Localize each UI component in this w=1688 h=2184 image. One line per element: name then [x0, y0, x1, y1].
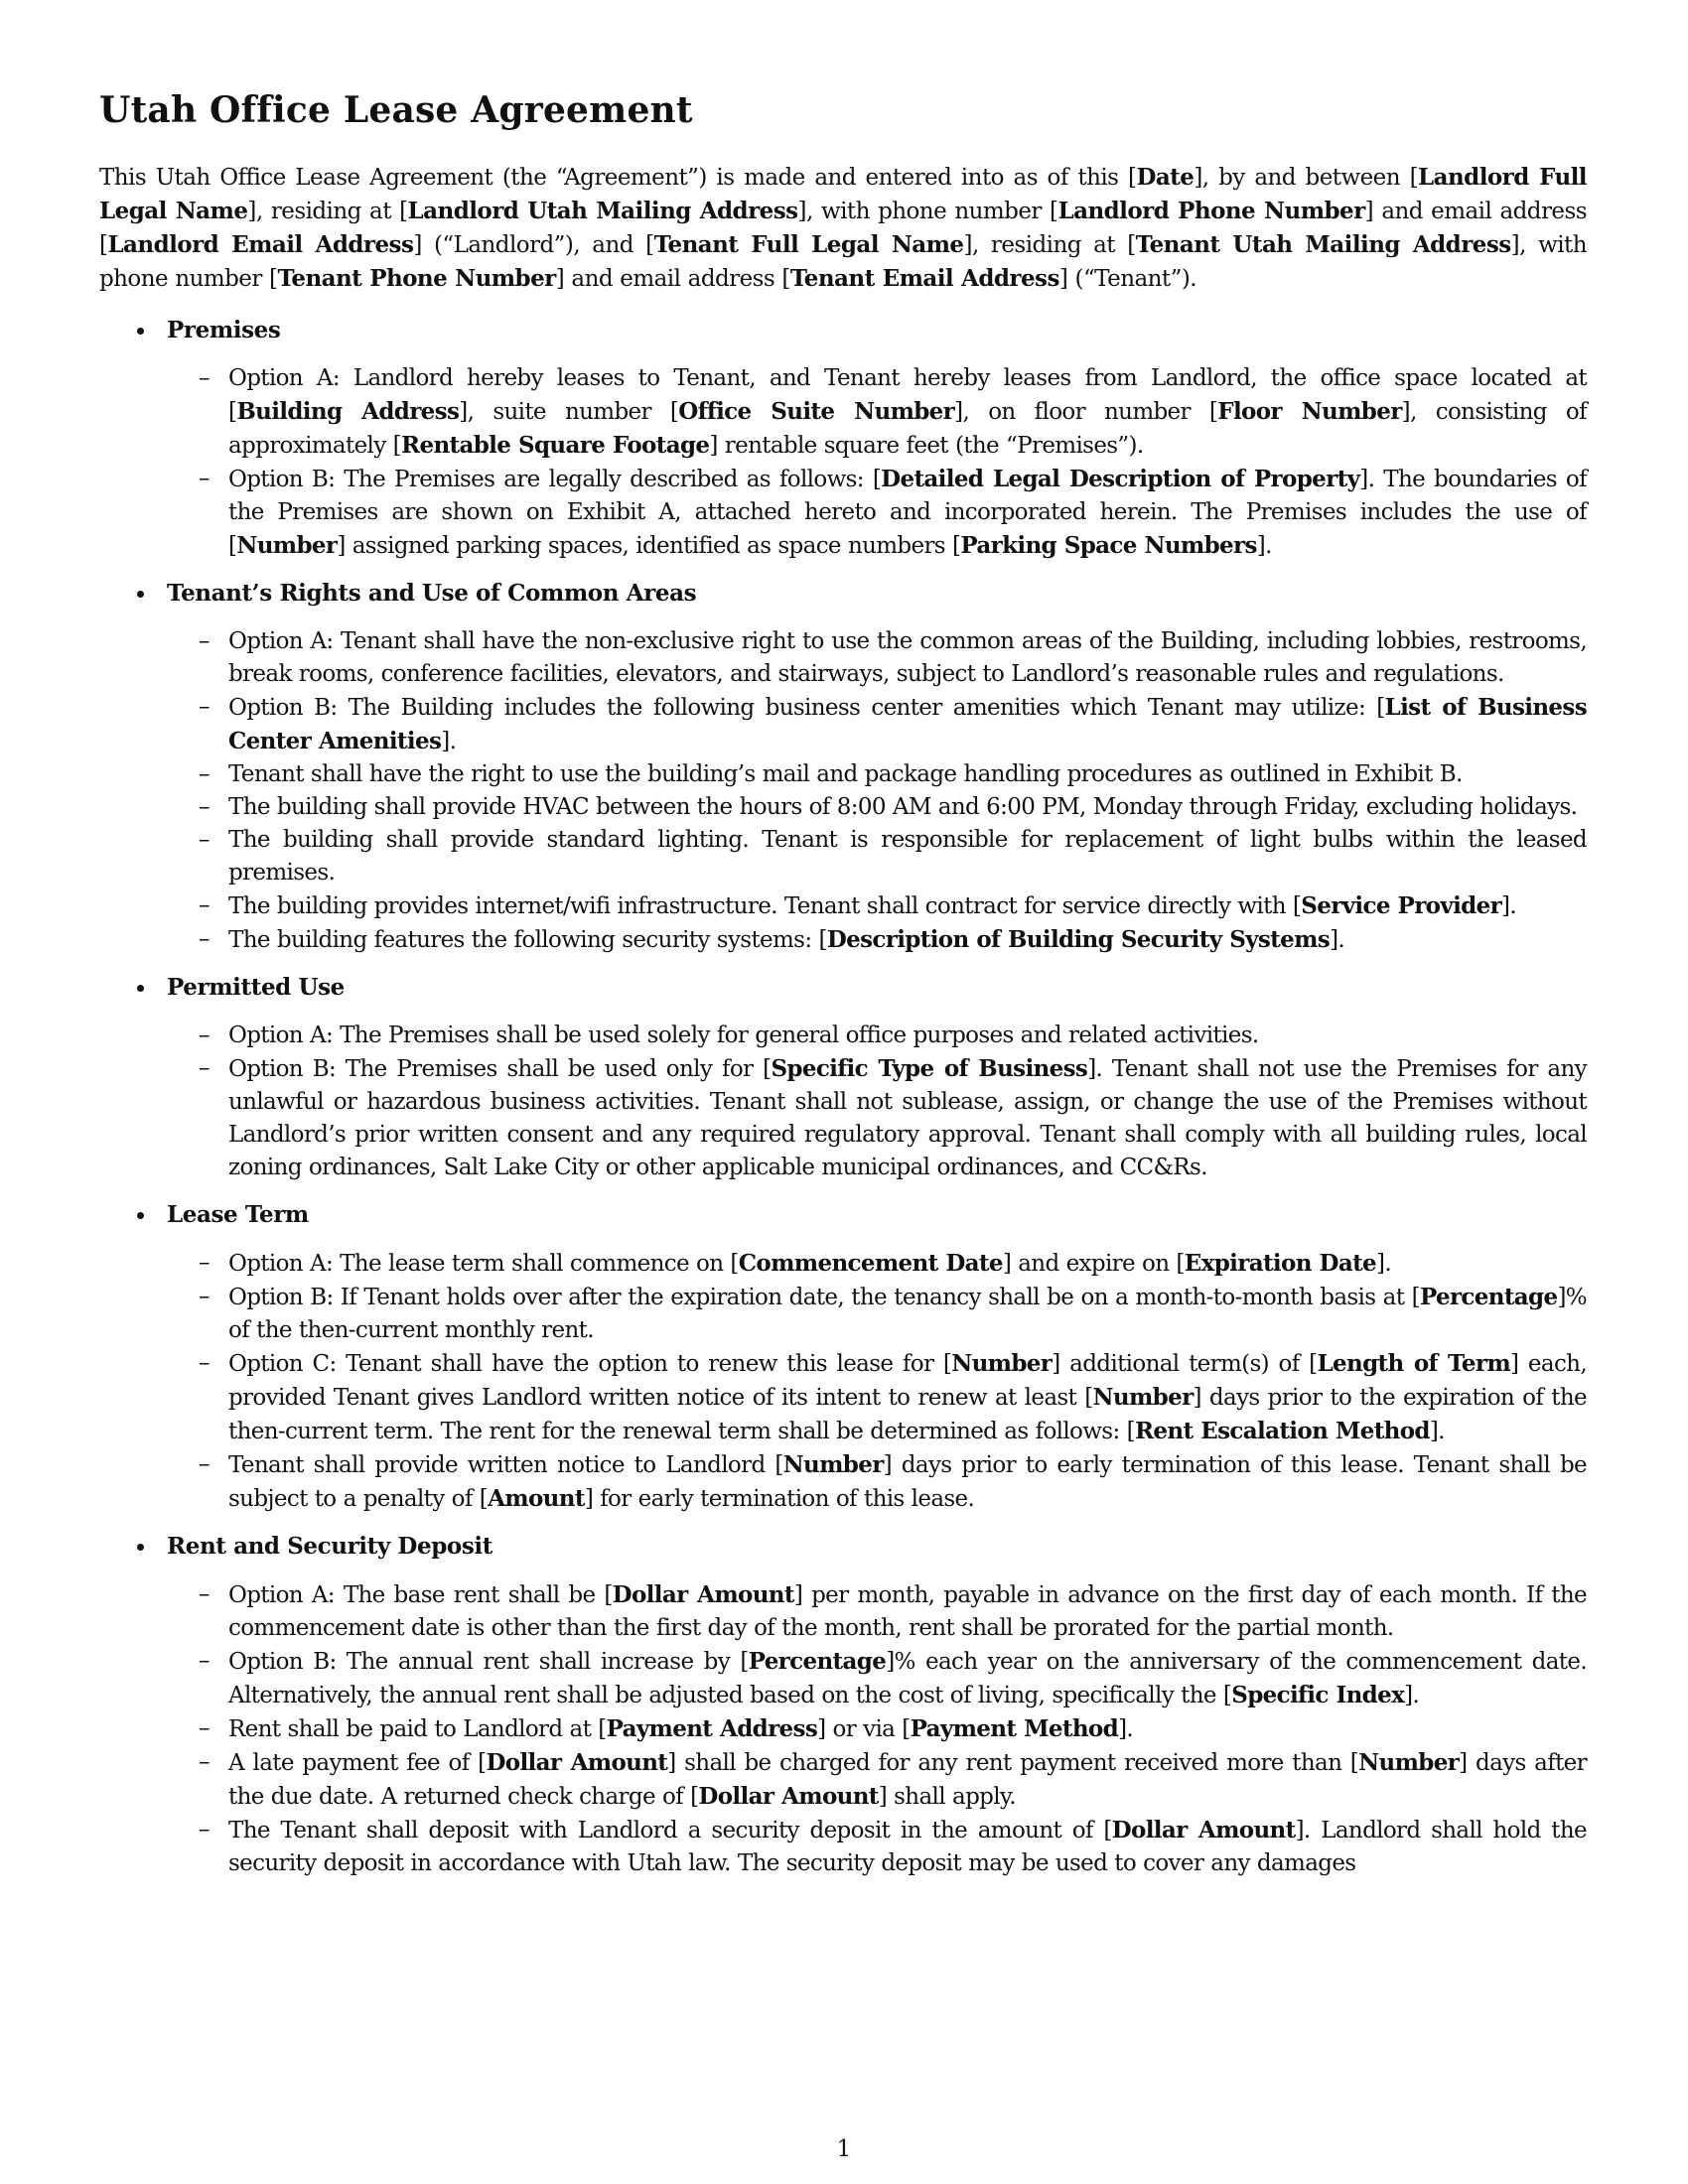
list-item [199, 1814, 1587, 1880]
dash-icon: – [199, 794, 210, 820]
list-item [199, 758, 1587, 791]
placeholder-field: Detailed Legal Description of Property [881, 466, 1360, 492]
dash-icon: – [199, 926, 210, 952]
text-run: ] days prior to the expiration of the then-current term. The rent for the renewal term shall be determined as follows: [ [228, 1385, 1587, 1444]
dash-icon: – [199, 761, 210, 787]
document-page [99, 87, 1587, 1894]
dash-icon: – [199, 466, 210, 491]
placeholder-field: Floor Number [1217, 398, 1402, 425]
text-run: Option A: The base rent shall be [ [228, 1582, 613, 1608]
text-run: Option B: The Premises shall be used only for [ [228, 1056, 772, 1082]
section-items [99, 1020, 1587, 1184]
dash-icon: – [199, 1749, 210, 1775]
text-run: The Tenant shall deposit with Landlord a security deposit in the amount of [ [228, 1818, 1112, 1843]
placeholder-field: Payment Method [910, 1715, 1119, 1742]
list-item [199, 1448, 1587, 1516]
intro-paragraph [99, 161, 1587, 296]
text-run: Tenant shall provide written notice to Landlord [ [228, 1452, 783, 1478]
text-run: ]. Tenant shall not use the Premises for any unlawful or hazardous business activities. Tenant shall not sublease, assign, or change the use of the Premises without Landlord’s prior written consent and any required regulatory approval. Tenant shall comply with all building rules, local zoning ordinances, Salt Lake City or other applicable municipal ordinances, and CC&Rs. [228, 1056, 1587, 1180]
text-run: ] and email address [ [555, 266, 790, 292]
list-item [199, 1578, 1587, 1645]
list-item [199, 362, 1587, 463]
text-run: The building shall provide HVAC between the hours of 8:00 AM and 6:00 PM, Monday through Friday, excluding holidays. [228, 794, 1578, 820]
text-run: ] shall apply. [878, 1784, 1016, 1810]
list-item [199, 1247, 1587, 1281]
list-item [199, 1052, 1587, 1184]
placeholder-field: Amount [488, 1485, 585, 1512]
dash-icon: – [199, 1817, 210, 1843]
dash-icon: – [199, 1715, 210, 1741]
section-items [99, 625, 1587, 957]
placeholder-field: Tenant Utah Mailing Address [1135, 231, 1511, 258]
text-run: ]. [1376, 1251, 1392, 1277]
dash-icon: – [199, 1350, 210, 1376]
section-title-text: Permitted Use [167, 974, 345, 1001]
text-run: Option B: The Premises are legally described as follows: [ [228, 467, 882, 492]
bullet-icon [137, 1544, 144, 1551]
text-run: Option C: Tenant shall have the option to renew this lease for [ [228, 1351, 952, 1377]
text-run: This Utah Office Lease Agreement (the “Agreement”) is made and entered into as of this [ [99, 165, 1137, 191]
placeholder-field: Tenant Phone Number [277, 265, 556, 292]
text-run: ], suite number [ [459, 399, 679, 425]
placeholder-field: Tenant Email Address [789, 265, 1059, 292]
text-run: A late payment fee of [ [228, 1750, 487, 1776]
text-run: Option B: If Tenant holds over after the expiration date, the tenancy shall be on a month-to-month basis at [ [228, 1285, 1420, 1310]
text-run: ], by and between [ [1194, 165, 1419, 191]
list-item [199, 1020, 1587, 1052]
text-run: ] days prior to early termination of this lease. Tenant shall be subject to a penalty of [ [228, 1452, 1587, 1512]
text-run: ], on floor number [ [954, 399, 1218, 425]
placeholder-field: Dollar Amount [486, 1749, 668, 1776]
text-run: ] additional term(s) of [ [1052, 1351, 1318, 1377]
list-item [199, 1712, 1587, 1746]
section-title-text: Premises [167, 317, 281, 343]
placeholder-field: Number [236, 532, 338, 559]
placeholder-field: Building Address [236, 398, 460, 425]
text-run: ] for early termination of this lease. [584, 1486, 975, 1512]
text-run: ] and email address [ [99, 199, 1587, 258]
section-title-text: Rent and Security Deposit [167, 1533, 492, 1560]
section [99, 1530, 1587, 1880]
placeholder-field: Rentable Square Footage [401, 432, 710, 459]
list-item [199, 691, 1587, 758]
dash-icon: – [199, 1055, 210, 1081]
text-run: The building shall provide standard lighting. Tenant is responsible for replacement of light bulbs within the leased premises. [228, 827, 1587, 886]
text-run: ]. [1501, 893, 1517, 919]
placeholder-field: Specific Index [1231, 1682, 1405, 1708]
text-run: ] per month, payable in advance on the first day of each month. If the commencement date is other than the first day of the month, rent shall be prorated for the partial month. [228, 1582, 1587, 1641]
section-title [167, 314, 1587, 346]
text-run: Option A: Tenant shall have the non-exclusive right to use the common areas of the Building, including lobbies, restrooms, break rooms, conference facilities, elevators, and stairways, subject to Landlord’s reasonable rules and regulations. [228, 628, 1587, 687]
dash-icon: – [199, 694, 210, 720]
text-run: Option A: The Premises shall be used solely for general office purposes and related activities. [228, 1023, 1259, 1048]
text-run: ] assigned parking spaces, identified as space numbers [ [337, 533, 961, 559]
list-item [199, 463, 1587, 563]
dash-icon: – [199, 1284, 210, 1309]
list-item [199, 791, 1587, 824]
placeholder-field: Tenant Full Legal Name [653, 231, 964, 258]
text-run: ]. The boundaries of the Premises are shown on Exhibit A, attached hereto and incorporated herein. The Premises includes the use of [ [228, 467, 1587, 559]
section [99, 971, 1587, 1184]
bullet-icon [137, 1212, 144, 1219]
text-run: Tenant shall have the right to use the building’s mail and package handling procedures as outlined in Exhibit B. [228, 761, 1463, 787]
text-run: Option B: The Building includes the following business center amenities which Tenant may utilize: [ [228, 695, 1385, 721]
placeholder-field: Number [951, 1350, 1053, 1377]
text-run: ], residing at [ [963, 232, 1136, 258]
placeholder-field: Description of Building Security Systems [826, 926, 1331, 953]
placeholder-field: Payment Address [606, 1715, 818, 1742]
section-title [167, 1198, 1587, 1231]
placeholder-field: Percentage [1419, 1284, 1558, 1310]
placeholder-field: Date [1136, 164, 1195, 191]
text-run: Rent shall be paid to Landlord at [ [228, 1716, 607, 1742]
list-item [199, 824, 1587, 889]
placeholder-field: Number [782, 1451, 884, 1478]
placeholder-field: Landlord Utah Mailing Address [407, 198, 798, 224]
text-run: Option A: The lease term shall commence on [ [228, 1251, 739, 1277]
bullet-icon [137, 591, 144, 598]
text-run: ] each, provided Tenant gives Landlord written notice of its intent to renew at least [ [228, 1351, 1588, 1411]
text-run: Option B: The annual rent shall increase by [ [228, 1649, 749, 1675]
page-number: 1 [836, 2136, 852, 2162]
placeholder-field: Dollar Amount [698, 1783, 879, 1810]
text-run: ], with phone number [ [797, 199, 1058, 224]
list-item [199, 1347, 1588, 1448]
placeholder-field: Parking Space Numbers [960, 532, 1257, 559]
placeholder-field: Number [1092, 1384, 1194, 1411]
placeholder-field: Percentage [748, 1648, 887, 1675]
placeholder-field: Office Suite Number [678, 398, 955, 425]
text-run: ]% of the then-current monthly rent. [228, 1285, 1587, 1343]
text-run: ] (“Landlord”), and [ [413, 232, 654, 258]
dash-icon: – [199, 1023, 210, 1048]
document-title: Utah Office Lease Agreement [99, 89, 693, 131]
bullet-icon [137, 985, 144, 992]
placeholder-field: Service Provider [1301, 892, 1502, 919]
text-run: Option A: Landlord hereby leases to Tenant, and Tenant hereby leases from Landlord, the office space located at [ [228, 365, 1587, 425]
placeholder-field: Length of Term [1317, 1350, 1511, 1377]
placeholder-field: Rent Escalation Method [1134, 1418, 1430, 1444]
text-run: ] shall be charged for any rent payment received more than [ [667, 1750, 1359, 1776]
section [99, 577, 1587, 957]
text-run: ]. [1404, 1683, 1420, 1708]
section [99, 1198, 1587, 1516]
section-items [99, 1578, 1587, 1880]
list-item [199, 625, 1587, 691]
list-item [199, 889, 1587, 923]
placeholder-field: Commencement Date [738, 1250, 1003, 1277]
list-item [199, 1645, 1587, 1712]
list-item [199, 1746, 1587, 1814]
placeholder-field: Specific Type of Business [771, 1055, 1088, 1082]
text-run: ] and expire on [ [1002, 1251, 1185, 1277]
section-title [167, 1530, 1587, 1563]
section-items [99, 362, 1587, 563]
placeholder-field: List of Business Center Amenities [228, 694, 1587, 754]
placeholder-field: Landlord Email Address [107, 231, 414, 258]
text-run: ] (“Tenant”). [1058, 266, 1197, 292]
text-run: ]. Landlord shall hold the security deposit in accordance with Utah law. The security deposit may be used to cover any damages [228, 1818, 1587, 1876]
section-list [99, 314, 1587, 1880]
dash-icon: – [199, 1250, 210, 1276]
bullet-icon [137, 328, 144, 335]
dash-icon: – [199, 365, 210, 391]
text-run: ], consisting of approximately [ [228, 399, 1587, 459]
placeholder-field: Landlord Full Legal Name [99, 164, 1587, 224]
text-run: ] rentable square feet (the “Premises”). [709, 433, 1144, 459]
text-run: ]. [441, 729, 457, 754]
placeholder-field: Dollar Amount [612, 1581, 794, 1608]
text-run: ]. [1429, 1419, 1445, 1444]
text-run: The building features the following security systems: [ [228, 927, 827, 953]
section-title-text: Lease Term [167, 1201, 309, 1228]
dash-icon: – [199, 827, 210, 853]
text-run: The building provides internet/wifi infrastructure. Tenant shall contract for service directly with [ [228, 893, 1302, 919]
dash-icon: – [199, 1648, 210, 1674]
section-items [99, 1247, 1587, 1516]
text-run: ]. [1256, 533, 1272, 559]
text-run: ]% each year on the anniversary of the commencement date. Alternatively, the annual rent shall be adjusted based on the cost of living, specifically the [ [228, 1649, 1587, 1708]
placeholder-field: Landlord Phone Number [1057, 198, 1365, 224]
dash-icon: – [199, 628, 210, 654]
dash-icon: – [199, 892, 210, 918]
dash-icon: – [199, 1581, 210, 1607]
list-item [199, 923, 1587, 957]
dash-icon: – [199, 1451, 210, 1477]
text-run: ]. [1118, 1716, 1134, 1742]
section-title [167, 577, 1587, 610]
section-title [167, 971, 1587, 1004]
section-title-text: Tenant’s Rights and Use of Common Areas [167, 580, 697, 607]
text-run: ] or via [ [817, 1716, 911, 1742]
placeholder-field: Dollar Amount [1111, 1817, 1296, 1843]
text-run: ]. [1330, 927, 1345, 953]
placeholder-field: Expiration Date [1184, 1250, 1377, 1277]
placeholder-field: Number [1358, 1749, 1460, 1776]
text-run: ], with phone number [ [99, 232, 1587, 292]
text-run: ] days after the due date. A returned check charge of [ [228, 1750, 1587, 1810]
section [99, 314, 1587, 563]
text-run: ], residing at [ [247, 199, 408, 224]
list-item [199, 1281, 1587, 1347]
